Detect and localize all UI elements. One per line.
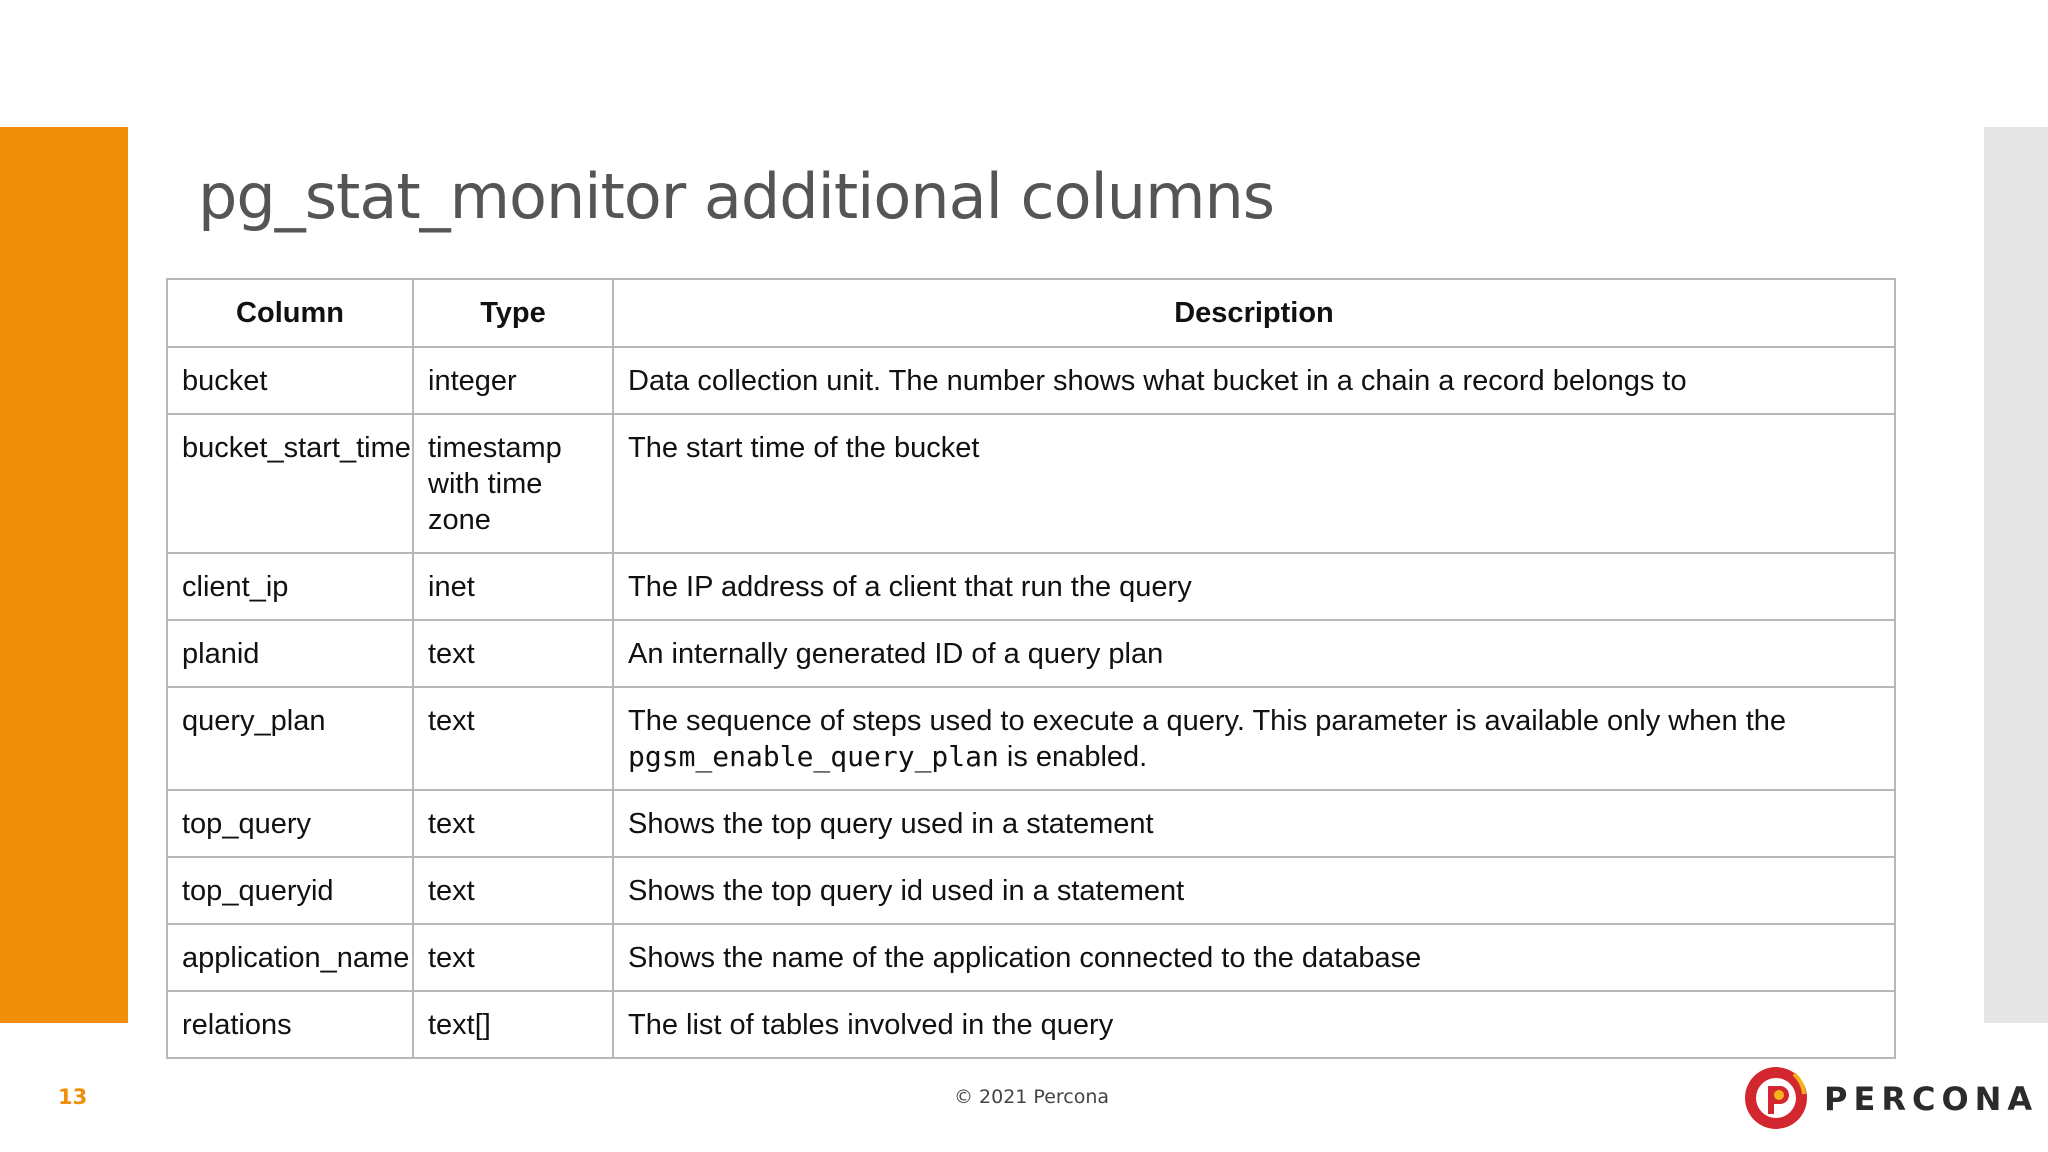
- cell-type: [413, 553, 613, 620]
- cell-description: [613, 857, 1895, 924]
- table-row: [167, 347, 1895, 414]
- table-row: [167, 790, 1895, 857]
- table-row: [167, 687, 1895, 790]
- cell-type-line: text: [428, 942, 475, 974]
- cell-type: [413, 924, 613, 991]
- description-text: Shows the name of the application connected to the database: [628, 942, 1422, 974]
- cell-column-name: query_plan: [167, 687, 413, 790]
- cell-type-line: with time zone: [428, 468, 543, 536]
- description-code: pgsm_enable_query_plan: [628, 740, 999, 773]
- cell-type-line: text[]: [428, 1009, 491, 1041]
- cell-description: [613, 991, 1895, 1058]
- left-accent-bar: [0, 127, 128, 1023]
- cell-description: [613, 687, 1895, 790]
- cell-type-line: timestamp: [428, 432, 562, 464]
- cell-description: [613, 790, 1895, 857]
- percona-logo-icon: [1742, 1064, 1810, 1132]
- table-row: [167, 553, 1895, 620]
- cell-type: [413, 414, 613, 553]
- right-side-panel: [1984, 127, 2048, 1023]
- cell-type-line: text: [428, 808, 475, 840]
- cell-description: [613, 347, 1895, 414]
- table-row: [167, 924, 1895, 991]
- percona-logo: [1742, 1064, 2039, 1132]
- cell-type-line: text: [428, 638, 475, 670]
- cell-column-name: bucket_start_time: [167, 414, 413, 553]
- description-text: Shows the top query id used in a statement: [628, 875, 1185, 907]
- table-header-row: [167, 279, 1895, 347]
- slide-title: pg_stat_monitor additional columns: [198, 160, 1275, 233]
- cell-column-name: planid: [167, 620, 413, 687]
- cell-type: [413, 991, 613, 1058]
- cell-type-line: text: [428, 705, 475, 737]
- table-body: [167, 347, 1895, 1058]
- cell-type: [413, 347, 613, 414]
- description-text: The IP address of a client that run the query: [628, 571, 1192, 603]
- cell-type-line: inet: [428, 571, 475, 603]
- cell-column-name: bucket: [167, 347, 413, 414]
- cell-type: [413, 790, 613, 857]
- cell-type-line: integer: [428, 365, 517, 397]
- cell-description: [613, 620, 1895, 687]
- cell-description: [613, 553, 1895, 620]
- cell-description: [613, 924, 1895, 991]
- cell-description: [613, 414, 1895, 553]
- page-number: 13: [58, 1085, 88, 1109]
- table-row: [167, 414, 1895, 553]
- cell-type-line: text: [428, 875, 475, 907]
- description-text: The list of tables involved in the query: [628, 1009, 1114, 1041]
- columns-table: [166, 278, 1896, 1059]
- description-text: Data collection unit. The number shows what bucket in a chain a record belongs to: [628, 365, 1687, 397]
- description-text: The start time of the bucket: [628, 432, 980, 464]
- brand-name: PERCONA: [1824, 1080, 2039, 1118]
- description-text: Shows the top query used in a statement: [628, 808, 1154, 840]
- cell-column-name: client_ip: [167, 553, 413, 620]
- cell-type: [413, 687, 613, 790]
- table-row: [167, 620, 1895, 687]
- header-description: Description: [613, 279, 1895, 347]
- description-text: An internally generated ID of a query plan: [628, 638, 1164, 670]
- cell-type: [413, 857, 613, 924]
- table-row: [167, 857, 1895, 924]
- header-type: Type: [413, 279, 613, 347]
- table-row: [167, 991, 1895, 1058]
- cell-column-name: top_query: [167, 790, 413, 857]
- cell-type: [413, 620, 613, 687]
- description-suffix: is enabled.: [998, 741, 1148, 773]
- cell-column-name: relations: [167, 991, 413, 1058]
- copyright-text: © 2021 Percona: [954, 1086, 1110, 1108]
- cell-column-name: application_name: [167, 924, 413, 991]
- header-column: Column: [167, 279, 413, 347]
- description-text: The sequence of steps used to execute a query. This parameter is available only when the: [628, 705, 1787, 737]
- cell-column-name: top_queryid: [167, 857, 413, 924]
